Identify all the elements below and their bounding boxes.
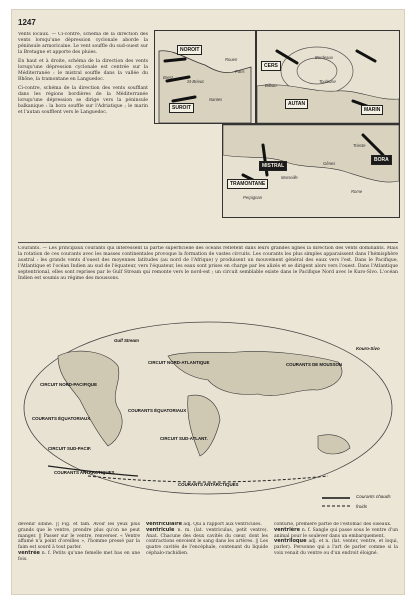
vents-paragraph-1: Vents locaux. — Ci-contre, schéma de la direction des vents lorsqu'une dépression cyclonale aborde la péninsule armoricaine. Le vent souffle du sud-ouest sur la Bretagne et apporte des pluies. [18, 32, 148, 55]
label-circuit-nord-atlantique: CIRCUIT NORD-ATLANTIQUE [148, 360, 210, 365]
dict-col1-text: devenir sibine. || Fig. et fam. Avoir les yeux plus grands que le ventre, prendre plus qu'on ne peut manger. || Passer sur le ventre, renverser. « Ventre affamé n'a point d'oreilles », l'homme pressé par la faim est sourd à tout parler. [18, 522, 140, 551]
label-tramontane: TRAMONTANE [227, 179, 268, 189]
label-gulf-stream: Gulf Stream [114, 338, 139, 343]
label-kouro-sivo: Kouro-Sivo [356, 346, 380, 351]
city-nantes: Nantes [209, 97, 223, 102]
city-perpignan: Perpignan [243, 195, 263, 200]
label-courants-equatoriaux-pac: COURANTS ÉQUATORIAUX [32, 416, 91, 421]
legend-arrows [322, 494, 354, 512]
label-courants-antarctiques-2: COURANTS ANTARCTIQUES [178, 482, 239, 487]
def-ventricule: n. m. (lat. ventriculus, petit ventre). Anat. Chacune des deux cavités du cœur, dont les contractions envoient le sang dans les artères. || Les quatre cavités de l'encéphale, contenant du liquide céphalo-rachidien. [146, 527, 268, 556]
winds-map-brittany [154, 30, 256, 124]
label-marin: MARIN [361, 105, 383, 115]
courants-text: Courants. — Les principaux courants qui intéressent la partie superficielle des océans reflètent dans leurs grandes lignes la direction des vents dominants. Mais la rotation de ces courants avec les masses continentales provoque la formation de vastes circuits. Les courants les plus simples apparaissent dans l'hémisphère austral : les grands vents d'ouest des moyennes latitudes (au nord de l'Afrique) y produisent un mouvement général des eaux vers l'est. Dans le Pacifique, l'Atlantique et l'océan Indien au sud de l'équateur, vers l'équateur, les eaux sont prises en charge par les alizés et se dirigent alors vers l'ouest. Dans l'Atlantique septentrional, elles sont reprises par le Gulf Stream qui remonte vers le nord-est ; un circuit semblable existe dans le Pacifique Nord avec le Kuro-Sivo. L'océan Indien est soumis au régime des moussons. [18, 246, 398, 281]
label-bora: BORA [371, 155, 392, 165]
mediterranean-map-drawing [223, 125, 399, 217]
label-suroit: SUROIT [169, 103, 194, 113]
def-ventriculaire: adj. Qui a rapport aux ventricules. [183, 522, 262, 527]
section-divider [18, 242, 398, 243]
city-paris: Paris [235, 69, 245, 74]
dictionary-column-1 [18, 522, 140, 590]
dictionary-column-2 [146, 522, 268, 590]
city-genes: Gênes [323, 161, 336, 166]
label-noroit: NOROIT [177, 45, 202, 55]
legend-warm-currents: Courants chauds [356, 494, 391, 499]
winds-map-southwest [256, 30, 400, 124]
def-ventriere: n. f. Sangle qui passe sous le ventre d'un animal pour le soulever dans un embarquement. [274, 527, 398, 539]
headword-ventricule: ventricule [146, 526, 175, 533]
label-mistral: MISTRAL [259, 161, 287, 171]
label-autan: AUTAN [285, 99, 308, 109]
city-brest: Brest [163, 75, 173, 80]
headword-ventriloque: ventriloque [274, 538, 307, 545]
label-courants-de-mousson: COURANTS DE MOUSSON [286, 362, 343, 367]
vents-locaux-text [18, 32, 148, 240]
winds-map-mediterranean [222, 124, 400, 218]
city-trieste: Trieste [353, 143, 366, 148]
city-rome: Rome [351, 189, 363, 194]
dictionary-column-3 [274, 522, 398, 590]
vents-paragraph-2: En haut et à droite, schéma de la direction des vents lorsqu'une dépression cyclonale est centrée sur la Méditerranée : le mistral souffle dans la vallée du Rhône, la tramontane en Languedoc. [18, 59, 148, 82]
city-toulouse: Toulouse [319, 79, 336, 84]
label-circuit-sud-atlant: CIRCUIT SUD-ATLANT. [160, 436, 208, 441]
page-number: 1247 [18, 18, 36, 27]
headword-ventriere: ventrière [274, 526, 301, 533]
ocean-currents-map [18, 316, 398, 516]
dict-col3-text: conturié, première partie de l'estomac des oiseaux. [274, 522, 392, 527]
city-bordeaux: Bordeaux [315, 55, 333, 60]
city-marseille: Marseille [281, 175, 298, 180]
label-courants-antarctiques-1: COURANTS ANTARCTIQUES [54, 470, 115, 475]
vents-paragraph-3: Ci-contre, schéma de la direction des vents soufflant dans les régions bordières de la Méditerranée lorsqu'une dépression se dirige vers la péninsule balkanique : la bora souffle sur l'Adriatique ; le marin et l'autan soufflent vers le Languedoc. [18, 86, 148, 115]
label-courants-equatoriaux-atl: COURANTS ÉQUATORIAUX [128, 408, 187, 413]
label-cers: CERS [261, 61, 281, 71]
label-circuit-nord-pacifique: CIRCUIT NORD-PACIFIQUE [40, 382, 97, 387]
headword-ventriculaire: ventriculaire [146, 522, 182, 527]
legend-cold-currents: froids [356, 504, 368, 509]
city-bilbao: Bilbao [265, 83, 277, 88]
encyclopedia-page [12, 10, 404, 594]
city-st-brieuc: St-Brieuc [187, 79, 205, 84]
def-ventree: n. f. Petits qu'une femelle met bas en une fois. [18, 550, 140, 562]
city-rouen: Rouen [225, 57, 238, 62]
headword-ventree: ventrée [18, 549, 40, 556]
label-circuit-sud-pacif: CIRCUIT SUD-PACIF. [48, 446, 92, 451]
def-ventriloque: adj. et n. (lat. venter, ventre, et loqui, parler). Personne qui a l'art de parler comme si la voix venait du ventre ou d'un endroit éloigné. [274, 539, 398, 556]
